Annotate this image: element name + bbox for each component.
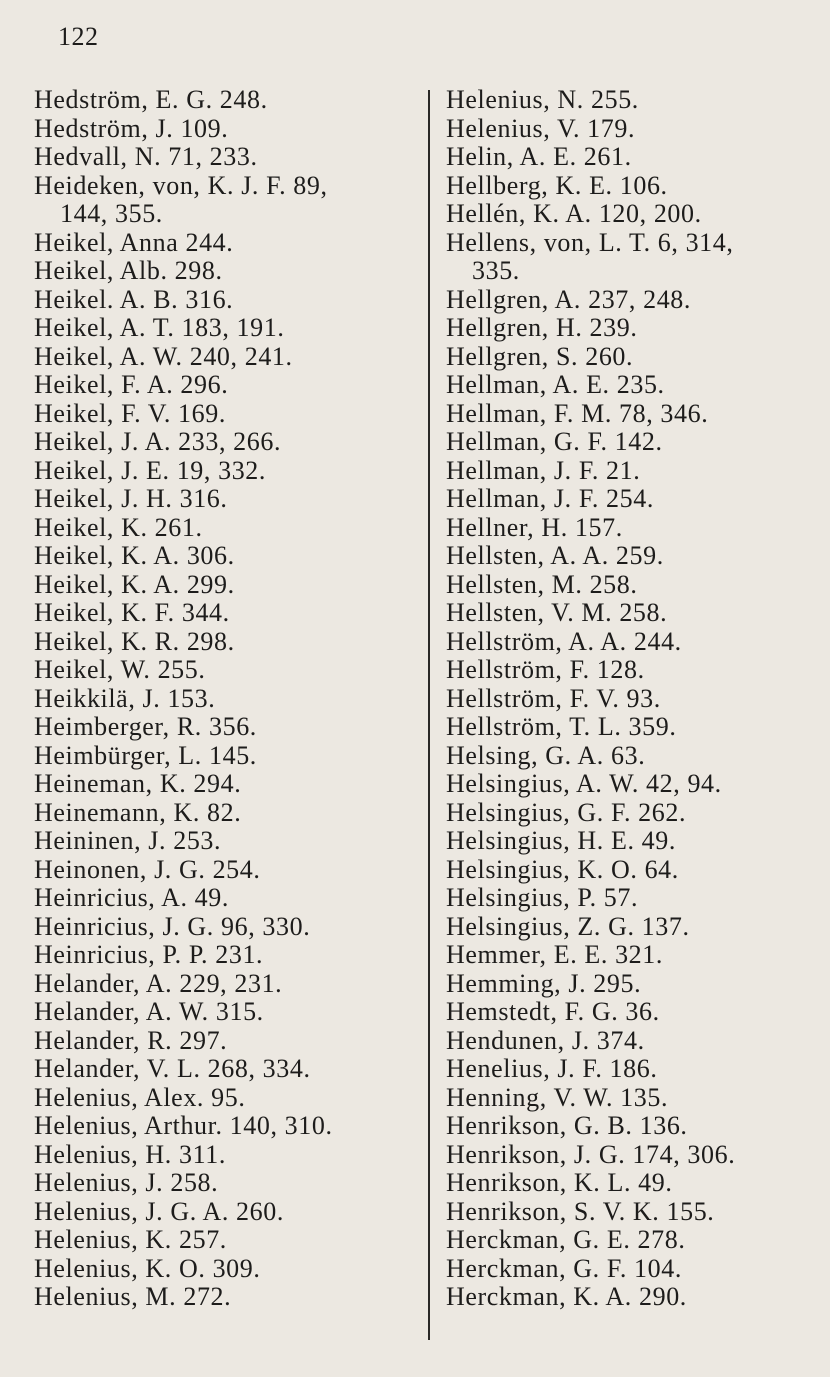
index-entry: Heikel, W. 255.: [34, 655, 206, 684]
index-entry: Helsing, G. A. 63.: [446, 740, 646, 770]
index-entry: Heinricius, P. P. 231.: [34, 940, 264, 969]
index-entry: Hellman, F. M. 78, 346.: [446, 398, 709, 428]
index-entry: Heikel, F. V. 169.: [34, 398, 226, 428]
index-entry: Hemstedt, F. G. 36.: [446, 997, 660, 1026]
index-entry: Hemmer, E. E. 321.: [446, 940, 663, 969]
index-entry: Helin, A. E. 261.: [446, 142, 632, 171]
index-entry: Helsingius, G. F. 262.: [446, 797, 687, 827]
index-entry: Heikel. A. B. 316.: [34, 284, 234, 314]
index-entry: Hellsten, A. A. 259.: [446, 541, 664, 570]
index-entry: Hellsten, M. 258.: [446, 569, 638, 599]
index-entry: Herckman, K. A. 290.: [446, 1282, 687, 1311]
index-entry: Helsingius, A. W. 42, 94.: [446, 769, 722, 798]
index-entry: Heikel, J. A. 233, 266.: [34, 427, 282, 456]
index-entry: Heikel, A. W. 240, 241.: [34, 341, 293, 371]
index-entry: Hellberg, K. E. 106.: [446, 170, 668, 200]
index-entry: Hellström, T. L. 359.: [446, 712, 677, 741]
index-entry: Hellström, F. 128.: [446, 655, 645, 684]
index-entry: Heinonen, J. G. 254.: [34, 854, 261, 884]
index-entry: Helenius, V. 179.: [446, 113, 636, 143]
index-entry: Helsingius, H. E. 49.: [446, 826, 676, 855]
index-entry: Heimbürger, L. 145.: [34, 740, 257, 770]
index-entry: Helenius, N. 255.: [446, 85, 639, 114]
index-entry: Hemming, J. 295.: [446, 968, 642, 998]
column-divider: [428, 90, 430, 1340]
index-entry: Hellman, J. F. 21.: [446, 455, 641, 485]
index-entry: Henrikson, J. G. 174, 306.: [446, 1139, 736, 1169]
index-entry: Helenius, J. G. A. 260.: [34, 1196, 284, 1226]
index-entry: Hellgren, S. 260.: [446, 341, 634, 371]
index-entry: Hellman, G. F. 142.: [446, 427, 663, 456]
index-entry: Heideken, von, K. J. F. 89,: [34, 170, 328, 200]
index-entry: Helander, R. 297.: [34, 1025, 228, 1055]
index-entry: Hellsten, V. M. 258.: [446, 598, 668, 627]
index-entry: Hellström, A. A. 244.: [446, 626, 682, 656]
index-entry: Heinricius, A. 49.: [34, 883, 229, 912]
index-entry-continuation: 144, 355.: [60, 199, 163, 228]
index-entry: Helenius, M. 272.: [34, 1282, 232, 1311]
index-entry: Helander, A. W. 315.: [34, 997, 264, 1026]
index-entry-continuation: 335.: [472, 256, 520, 285]
index-entry: Hellén, K. A. 120, 200.: [446, 199, 702, 228]
index-entry: Heikel, J. H. 316.: [34, 484, 228, 513]
index-entry: Helsingius, P. 57.: [446, 883, 639, 912]
index-entry: Helander, A. 229, 231.: [34, 968, 283, 998]
index-entry: Heinemann, K. 82.: [34, 797, 242, 827]
index-entry: Hellström, F. V. 93.: [446, 683, 661, 713]
index-entry: Herckman, G. F. 104.: [446, 1253, 682, 1283]
index-entry: Heikel, K. A. 299.: [34, 569, 235, 599]
index-entry: Hellman, J. F. 254.: [446, 484, 654, 513]
index-entry: Heineman, K. 294.: [34, 769, 242, 798]
index-entry: Hedvall, N. 71, 233.: [34, 142, 258, 171]
index-entry: Henning, V. W. 135.: [446, 1082, 669, 1112]
index-entry: Hedström, E. G. 248.: [34, 85, 268, 114]
index-entry: Hellman, A. E. 235.: [446, 370, 665, 399]
index-entry: Heikel, K. A. 306.: [34, 541, 235, 570]
index-entry: Hellgren, A. 237, 248.: [446, 284, 692, 314]
left-index-column: [34, 86, 412, 1312]
index-entry: Heikel, K. F. 344.: [34, 598, 230, 627]
index-entry: Heikel, Anna 244.: [34, 227, 234, 257]
index-entry: Helenius, Alex. 95.: [34, 1082, 246, 1112]
index-entry: Helsingius, K. O. 64.: [446, 854, 679, 884]
index-entry: Hellens, von, L. T. 6, 314,: [446, 227, 734, 257]
index-entry: Heikel, K. 261.: [34, 512, 203, 542]
index-entry: Heinricius, J. G. 96, 330.: [34, 911, 311, 941]
index-entry: Helenius, Arthur. 140, 310.: [34, 1111, 333, 1140]
index-entry: Helenius, J. 258.: [34, 1168, 219, 1197]
index-entry: Heikel, A. T. 183, 191.: [34, 313, 285, 342]
index-entry: Heikkilä, J. 153.: [34, 683, 216, 713]
index-entry: Hedström, J. 109.: [34, 113, 229, 143]
index-entry: Hellner, H. 157.: [446, 512, 623, 542]
index-entry: Heikel, F. A. 296.: [34, 370, 229, 399]
index-entry: Henrikson, S. V. K. 155.: [446, 1196, 715, 1226]
right-index-column: [446, 86, 824, 1312]
index-entry: Henelius, J. F. 186.: [446, 1054, 658, 1083]
index-entry: Helander, V. L. 268, 334.: [34, 1054, 311, 1083]
index-entry: Henrikson, K. L. 49.: [446, 1168, 673, 1197]
index-entry: Hellgren, H. 239.: [446, 313, 638, 342]
index-entry: Heikel, J. E. 19, 332.: [34, 455, 267, 485]
index-entry: Heikel, K. R. 298.: [34, 626, 235, 656]
index-entry: Henrikson, G. B. 136.: [446, 1111, 688, 1140]
index-entry: Helenius, K. 257.: [34, 1225, 227, 1254]
index-entry: Helenius, K. O. 309.: [34, 1253, 261, 1283]
index-entry: Heininen, J. 253.: [34, 826, 222, 855]
index-entry: Helsingius, Z. G. 137.: [446, 911, 690, 941]
index-entry: Hendunen, J. 374.: [446, 1025, 645, 1055]
index-entry: Herckman, G. E. 278.: [446, 1225, 686, 1254]
index-entry: Helenius, H. 311.: [34, 1139, 226, 1169]
page-number: 122: [58, 22, 99, 51]
index-entry: Heikel, Alb. 298.: [34, 256, 223, 285]
index-entry: Heimberger, R. 356.: [34, 712, 257, 741]
